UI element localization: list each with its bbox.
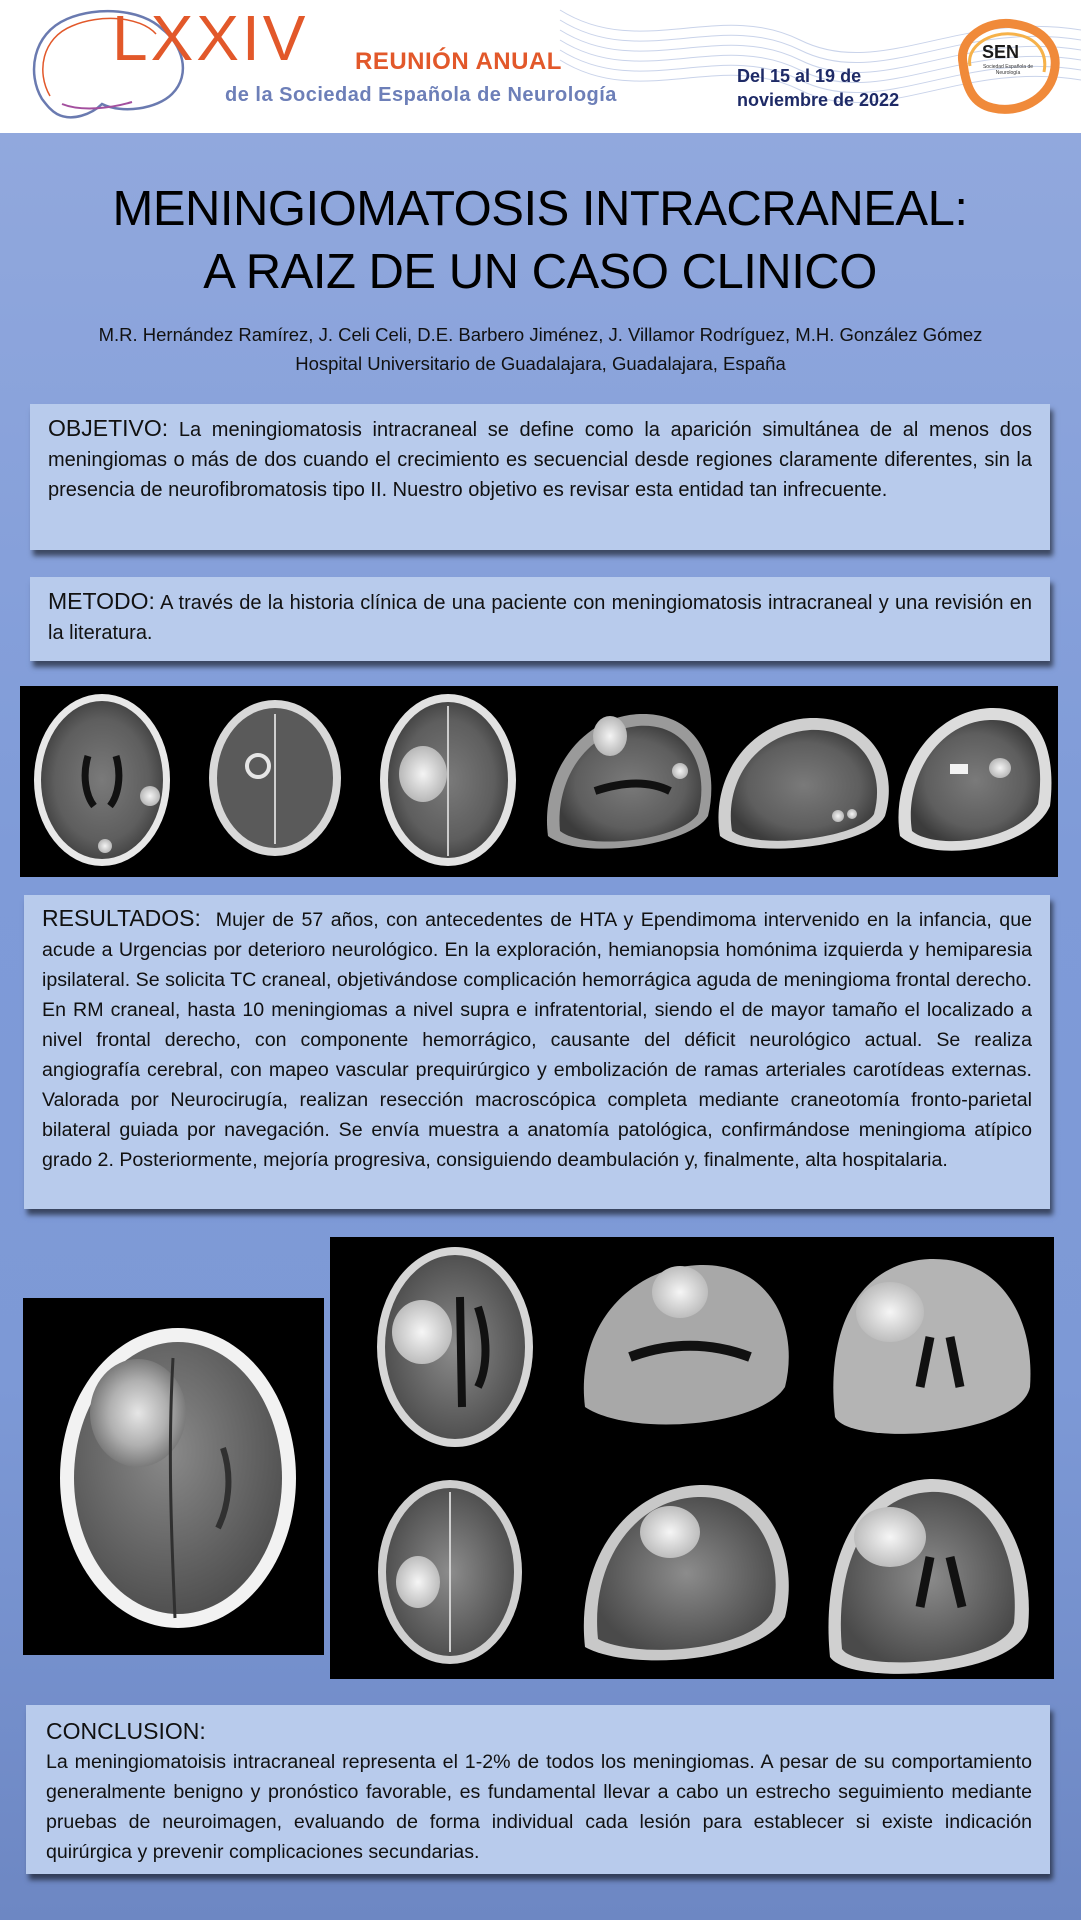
mri-grid-drawing (330, 1237, 1054, 1679)
metodo-section (30, 577, 1050, 661)
conclusion-section (26, 1705, 1050, 1874)
mri-axial-2 (209, 700, 341, 856)
mri-flair-sagittal (584, 1265, 789, 1424)
conference-date (737, 64, 937, 112)
resultados-section (24, 895, 1050, 1209)
author-names: M.R. Hernández Ramírez, J. Celi Celi, D.E. Barbero Jiménez, J. Villamor Rodríguez, M.H. González Gómez (98, 324, 983, 345)
mri-t1-coronal (828, 1479, 1028, 1674)
ct-scan-image (23, 1298, 324, 1655)
conference-title: REUNIÓN ANUAL (355, 48, 562, 75)
mri-t1-sagittal (584, 1485, 789, 1660)
metodo-text: A través de la historia clínica de una paciente con meningiomatosis intracraneal y una revisión en la literatura. (48, 592, 1033, 644)
ct-scan-drawing (23, 1298, 324, 1655)
objetivo-section (30, 404, 1050, 550)
authors-block (20, 320, 1061, 378)
title-line-2: A RAIZ DE UN CASO CLINICO (203, 245, 877, 299)
title-line-1: MENINGIOMATOSIS INTRACRANEAL: (112, 182, 968, 236)
objetivo-text: La meningiomatosis intracraneal se define como la aparición simultánea de al menos dos meningiomas o más de dos cuando el crecimiento es secuencial desde regiones claramente diferentes, sin la presencia de neurofibromatosis tipo II. Nuestro objetivo es revisar esta entidad tan infrecuente. (48, 419, 1032, 501)
author-affiliation: Hospital Universitario de Guadalajara, Guadalajara, España (295, 353, 786, 374)
mri-flair-axial (377, 1247, 533, 1447)
resultados-heading: RESULTADOS: (42, 905, 201, 931)
mri-axial-1 (34, 694, 170, 866)
society-name: de la Sociedad Española de Neurología (225, 84, 617, 106)
mri-flair-coronal (833, 1259, 1030, 1434)
conclusion-text: La meningiomatoisis intracraneal representa el 1-2% de todos los meningiomas. A pesar de su comportamiento generalmente benigno y pronóstico favorable, es fundamental llevar a cabo un estrecho seguimiento mediante pruebas de neuroimagen, evaluando de forma individual cada lesión para establecer si existe indicación quirúrgica y prevenir complicaciones secundarias. (46, 1751, 1032, 1863)
sen-logo-label: SEN (982, 42, 1020, 62)
mri-axial-3 (380, 694, 516, 866)
conclusion-heading: CONCLUSION: (46, 1718, 206, 1744)
date-line-2: noviembre de 2022 (737, 90, 900, 110)
conference-header (0, 0, 1081, 133)
objetivo-heading: OBJETIVO: (48, 415, 169, 441)
mri-strip-drawing (20, 686, 1058, 877)
mri-sagittal-1 (547, 714, 711, 849)
metodo-heading: METODO: (48, 588, 155, 614)
mri-image-grid (330, 1237, 1054, 1679)
resultados-text: Mujer de 57 años, con antecedentes de HTA y Ependimoma intervenido en la infancia, que acude a Urgencias por deterioro neurológico. En la exploración, hemianopsia homónima izquierda y hemiparesia ipsilateral. Se solicita TC craneal, objetivándose complicación hemorrágica aguda de meningioma frontal derecho. En RM craneal, hasta 10 meningiomas a nivel supra e infratentorial, siendo el de mayor tamaño el localizado a nivel frontal derecho, con componente hemorrágico, causante del déficit neurológico actual. Se realiza angiografía cerebral, con mapeo vascular prequirúrgico y embolización de ramas arteriales carotídeas externas. Valorada por Neurocirugía, realizan resección macroscópica completa mediante craneotomía fronto-parietal bilateral guiada por navegación. Se envía muestra a anatomía patológica, confirmándose meningioma atípico grado 2. Posteriormente, mejoría progresiva, consiguiendo deambulación y, finalmente, alta hospitalaria. (42, 909, 1032, 1171)
conference-number: LXXIV (112, 2, 309, 74)
mri-t1-axial (378, 1480, 522, 1664)
sen-logo-subtitle: Sociedad Española de Neurología (982, 64, 1034, 76)
mri-sagittal-2 (718, 718, 888, 849)
mri-sagittal-3 (898, 708, 1051, 851)
mri-image-strip (20, 686, 1058, 877)
date-line-1: Del 15 al 19 de (737, 66, 862, 86)
poster-title (40, 178, 1040, 304)
